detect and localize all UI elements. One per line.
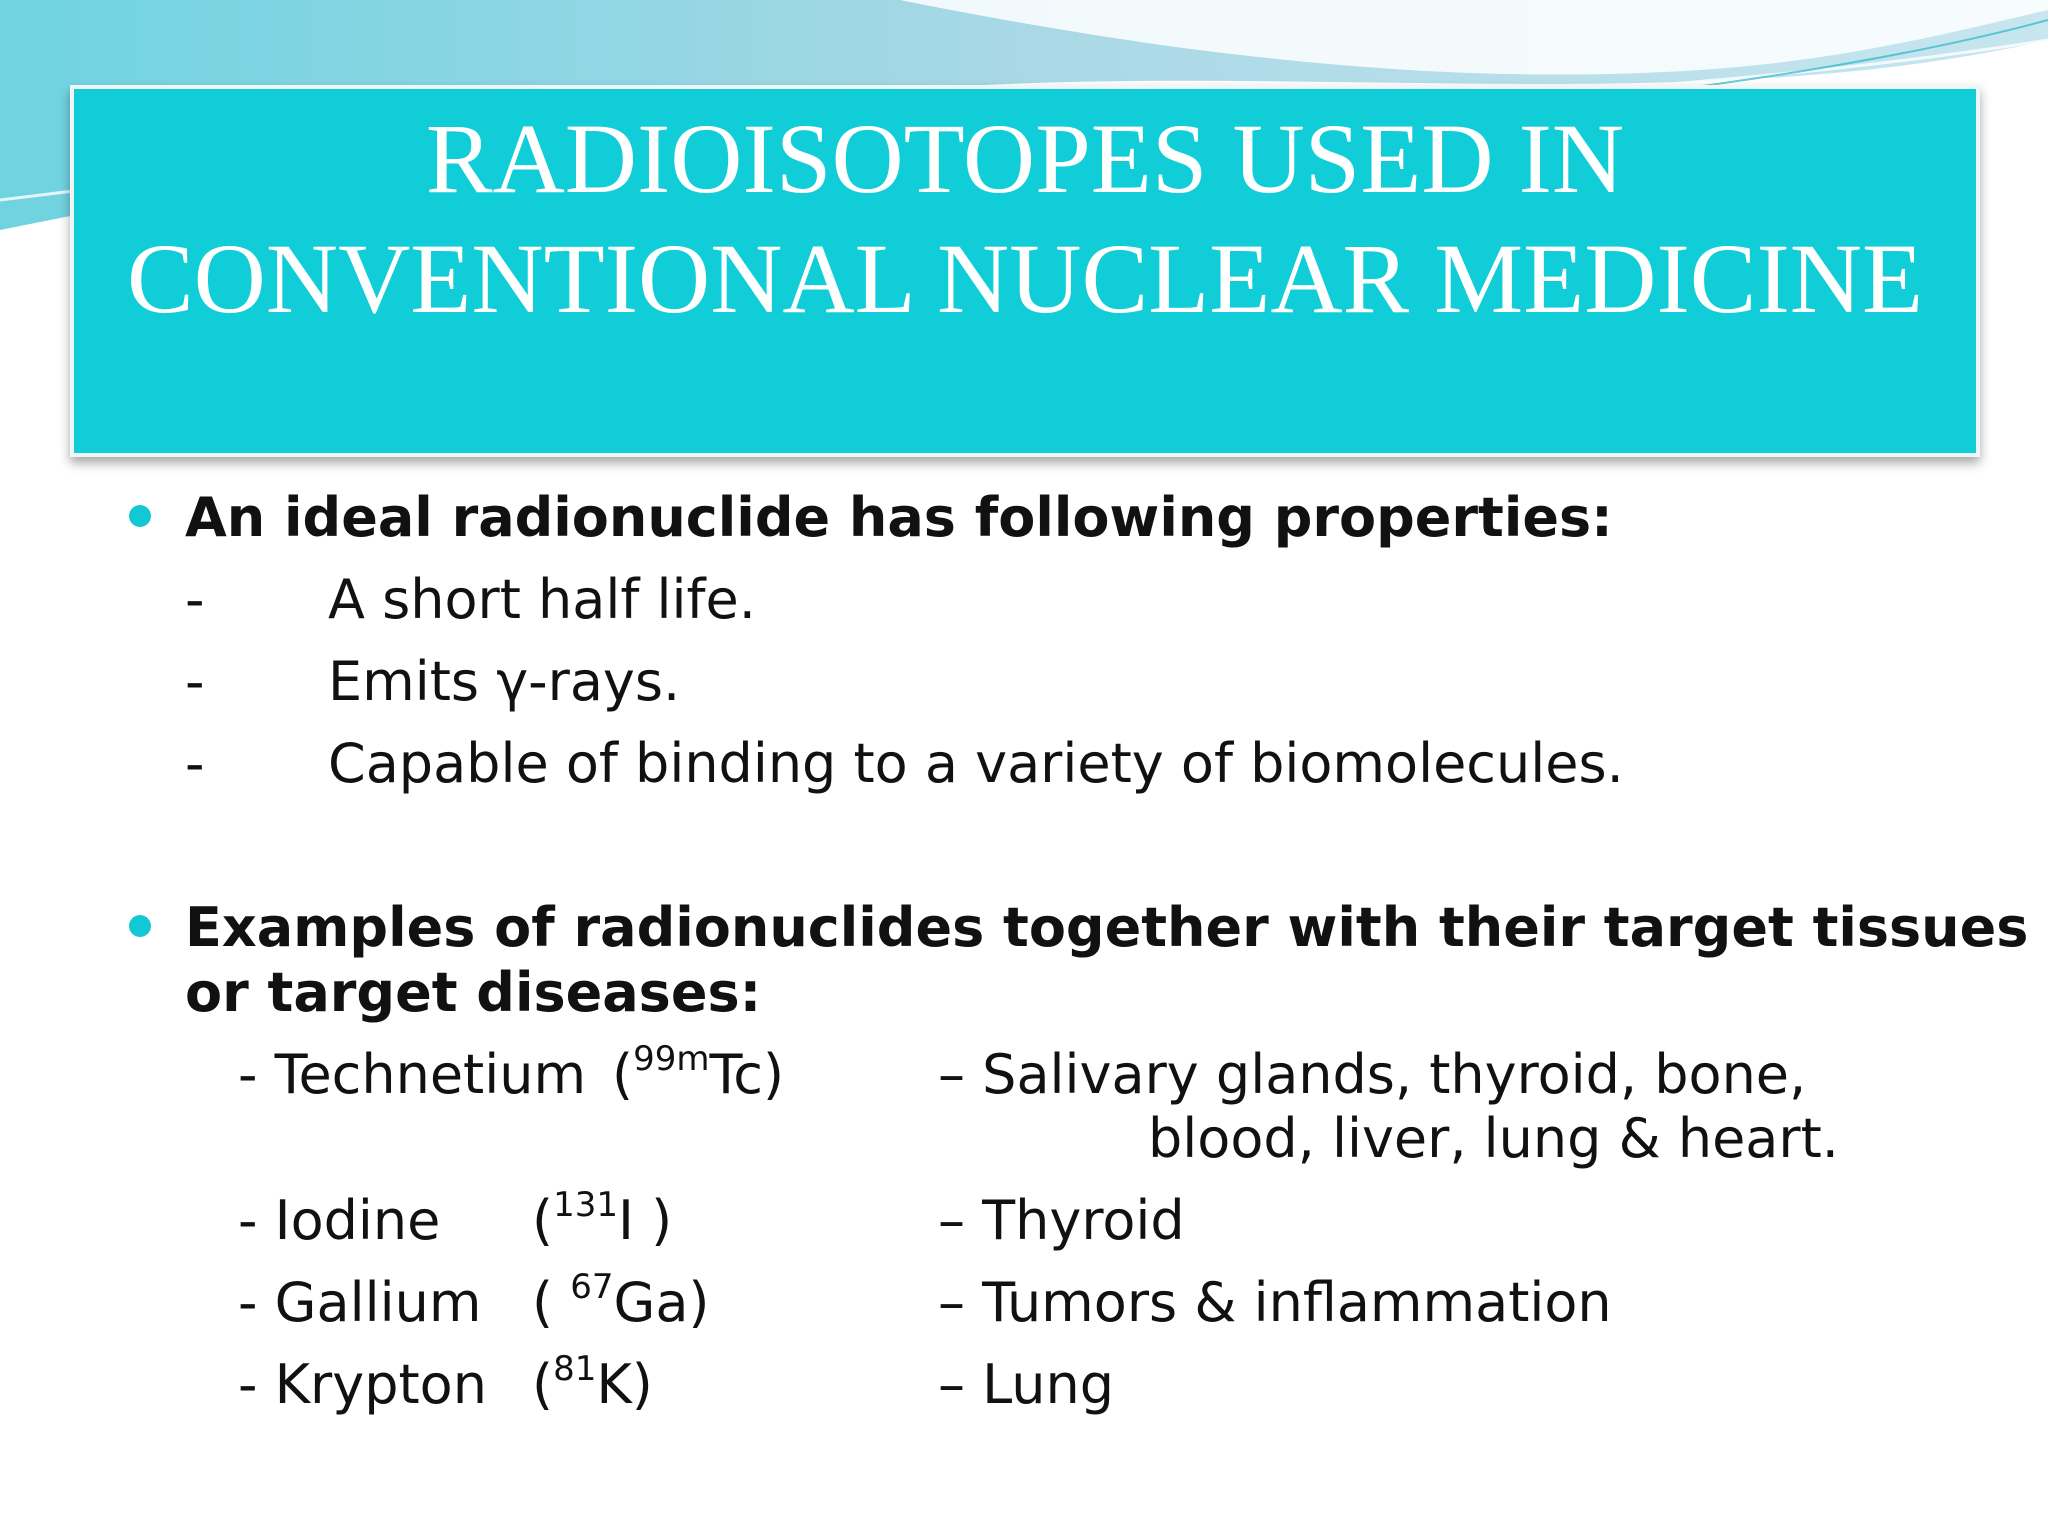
radionuclide-target: – Tumors & inflammation xyxy=(938,1271,1612,1334)
property-item: Emits γ-rays. xyxy=(328,650,681,713)
radionuclide-target: – Lung xyxy=(938,1353,1115,1416)
property-dash: - xyxy=(185,732,205,795)
examples-heading-line1: Examples of radionuclides together with their target tissues xyxy=(185,896,2029,959)
radionuclide-name: - Gallium xyxy=(238,1271,482,1334)
property-item: Capable of binding to a variety of biomolecules. xyxy=(328,732,1624,795)
mass-number: 131 xyxy=(553,1185,618,1225)
property-dash: - xyxy=(185,568,205,631)
radionuclide-name: - Iodine xyxy=(238,1189,441,1252)
property-item: A short half life. xyxy=(328,568,756,631)
radionuclide-target: – Thyroid xyxy=(938,1189,1185,1252)
bullet-dot-icon xyxy=(129,915,151,937)
property-dash: - xyxy=(185,650,205,713)
radionuclide-name: - Krypton xyxy=(238,1353,487,1416)
radionuclide-symbol: ( $^{67}$Ga) xyxy=(532,1267,710,1334)
radionuclide-symbol: ($^{131}$I ) xyxy=(532,1185,673,1252)
properties-heading: An ideal radionuclide has following properties: xyxy=(185,486,1613,549)
examples-heading-line2: or target diseases: xyxy=(185,961,762,1024)
radionuclide-target-cont: blood, liver, lung & heart. xyxy=(1148,1107,1839,1170)
slide-title-line2: CONVENTIONAL NUCLEAR MEDICINE xyxy=(126,223,1924,334)
mass-number: 99m xyxy=(633,1039,710,1079)
radionuclide-symbol: ($^{99m}$Tc) xyxy=(612,1039,785,1106)
slide-title-line1: RADIOISOTOPES USED IN xyxy=(425,103,1625,214)
mass-number: 67 xyxy=(570,1267,614,1307)
radionuclide-target: – Salivary glands, thyroid, bone, xyxy=(938,1043,1807,1106)
radionuclide-symbol: ($^{81}$K) xyxy=(532,1349,653,1416)
bullet-dot-icon xyxy=(129,505,151,527)
mass-number: 81 xyxy=(553,1349,597,1389)
radionuclide-name: - Technetium xyxy=(238,1043,587,1106)
